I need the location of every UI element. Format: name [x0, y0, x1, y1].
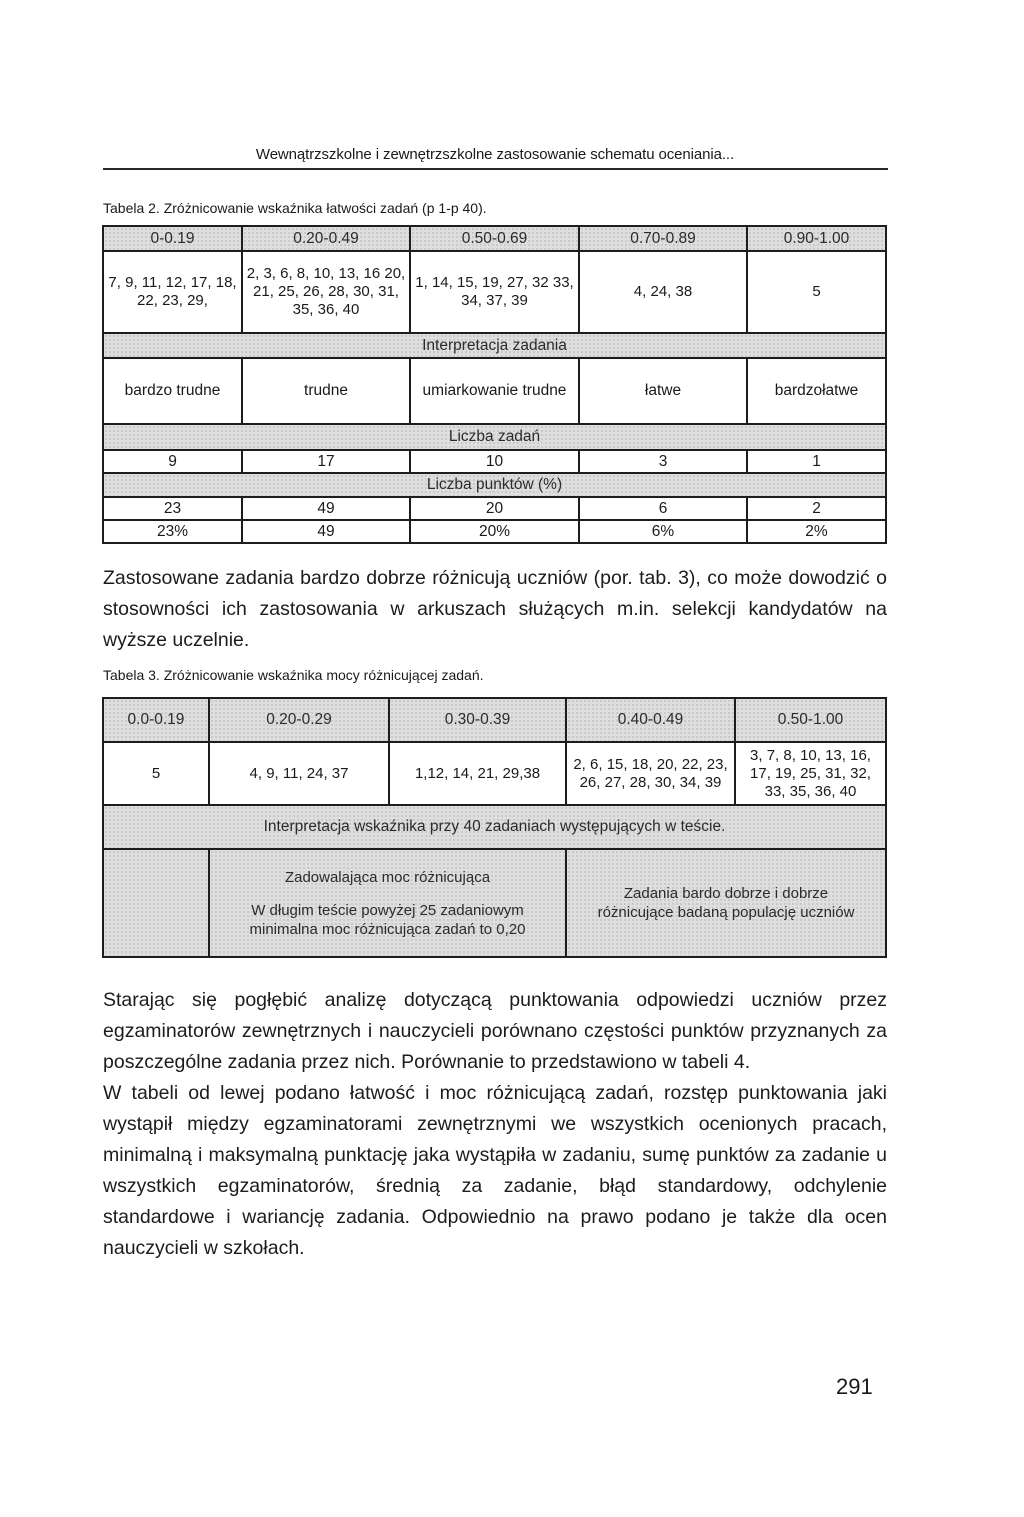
table2-points: 23	[103, 497, 242, 520]
table3-task-list: 5	[103, 742, 209, 805]
table2-task-list: 1, 14, 15, 19, 27, 32 33, 34, 37, 39	[410, 251, 579, 333]
table3-middle-title: Zadowalająca moc różnicująca	[284, 868, 491, 886]
table3-task-list: 1,12, 14, 21, 29,38	[389, 742, 566, 805]
table2-count: 3	[579, 450, 747, 473]
paragraph-2-text: Starając się pogłębić analizę dotyczącą punktowania odpowiedzi uczniów przez egzaminatorów zewnętrznych i nauczycieli porównano częstości punktów przyznanych za poszczególne zadania przez nich. Porównanie to przedstawiono w tabeli 4.	[103, 989, 887, 1073]
table2-count: 9	[103, 450, 242, 473]
paragraph-3-text: W tabeli od lewej podano łatwość i moc różnicującą zadań, rozstęp punktowania jaki wystąpił między egzaminatorami zewnętrznymi we wszystkich ocenionych pracach, minimalną i maksymalną punktację jaka wystąpiła w zadaniu, sumę punktów za zadanie u wszystkich egzaminatorów, średnią za zadanie, błąd standardowy, odchylenie standardowe i wariancję zadania. Odpowiednio na prawo podano je także dla ocen nauczycieli w szkołach.	[103, 1082, 887, 1259]
table2-count: 17	[242, 450, 410, 473]
table3-tasks-row	[103, 742, 886, 805]
table2-points: 49	[242, 497, 410, 520]
table2-task-list: 5	[747, 251, 886, 333]
table2-range: 0.50-0.69	[410, 226, 579, 251]
table2-percent: 20%	[410, 520, 579, 543]
paragraph-1-text: Zastosowane zadania bardzo dobrze różnicują uczniów (por. tab. 3), co może dowodzić o stosowności ich zastosowania w arkuszach służących m.in. selekcji kandydatów na wyższe uczelnie.	[103, 567, 887, 651]
table2-percent: 49	[242, 520, 410, 543]
table3-interpretation-label: Interpretacja wskaźnika przy 40 zadaniach występujących w teście.	[103, 805, 886, 849]
table2-count: 1	[747, 450, 886, 473]
table3-middle-note: W długim teście powyżej 25 zadaniowym minimalna moc różnicująca zadań to 0,20	[249, 901, 526, 938]
table3-interpretation-header-row	[103, 805, 886, 849]
table3-range: 0.20-0.29	[209, 698, 389, 742]
table2-interpretation: bardzo trudne	[103, 358, 242, 424]
table2-interpretation: trudne	[242, 358, 410, 424]
table2-points-row	[103, 497, 886, 520]
table3-range: 0.50-1.00	[735, 698, 886, 742]
table3-right-note: Zadania bardo dobrze i dobrze różnicujące badaną populację uczniów	[566, 849, 886, 957]
table2-count: 10	[410, 450, 579, 473]
table3-range: 0.30-0.39	[389, 698, 566, 742]
table2-interpretation-row	[103, 358, 886, 424]
table-2	[102, 225, 887, 544]
table2-range: 0-0.19	[103, 226, 242, 251]
table2-range: 0.90-1.00	[747, 226, 886, 251]
table-3	[102, 697, 887, 958]
table3-range-row	[103, 698, 886, 742]
table2-range: 0.70-0.89	[579, 226, 747, 251]
table2-percent: 2%	[747, 520, 886, 543]
table2-interpretation-header-row	[103, 333, 886, 358]
table3-range: 0.0-0.19	[103, 698, 209, 742]
table2-task-list: 7, 9, 11, 12, 17, 18, 22, 23, 29,	[103, 251, 242, 333]
running-head: Wewnątrzszkolne i zewnętrzszkolne zastosowanie schematu oceniania...	[255, 146, 735, 163]
table2-percent: 23%	[103, 520, 242, 543]
paragraph-2	[103, 985, 887, 1264]
table2-caption: Tabela 2. Zróżnicowanie wskaźnika łatwości zadań (p 1-p 40).	[103, 200, 487, 216]
table2-interpretation: umiarkowanie trudne	[410, 358, 579, 424]
table3-interpretation-row	[103, 849, 886, 957]
table2-count-label: Liczba zadań	[103, 424, 886, 450]
table2-task-list: 2, 3, 6, 8, 10, 13, 16 20, 21, 25, 26, 28, 30, 31, 35, 36, 40	[242, 251, 410, 333]
table2-interpretation: łatwe	[579, 358, 747, 424]
table2-range: 0.20-0.49	[242, 226, 410, 251]
table2-percent-row	[103, 520, 886, 543]
header-rule	[103, 168, 888, 170]
table3-range: 0.40-0.49	[566, 698, 735, 742]
table2-percent: 6%	[579, 520, 747, 543]
table2-interpretation-label: Interpretacja zadania	[103, 333, 886, 358]
table3-empty-cell	[103, 849, 209, 957]
table2-interpretation: bardzołatwe	[747, 358, 886, 424]
table2-points-label: Liczba punktów (%)	[103, 473, 886, 497]
table3-caption: Tabela 3. Zróżnicowanie wskaźnika mocy różnicującej zadań.	[103, 667, 484, 683]
table2-range-row	[103, 226, 886, 251]
table2-points-header-row	[103, 473, 886, 497]
table2-count-header-row	[103, 424, 886, 450]
table3-task-list: 2, 6, 15, 18, 20, 22, 23, 26, 27, 28, 30, 34, 39	[566, 742, 735, 805]
table2-task-list: 4, 24, 38	[579, 251, 747, 333]
paragraph-1	[103, 563, 887, 656]
page-number: 291	[836, 1374, 873, 1399]
table3-task-list: 3, 7, 8, 10, 13, 16, 17, 19, 25, 31, 32, 33, 35, 36, 40	[735, 742, 886, 805]
table2-points: 2	[747, 497, 886, 520]
table2-points: 20	[410, 497, 579, 520]
table3-middle-cell	[209, 849, 566, 957]
table3-task-list: 4, 9, 11, 24, 37	[209, 742, 389, 805]
table2-points: 6	[579, 497, 747, 520]
table2-tasks-row	[103, 251, 886, 333]
table2-count-row	[103, 450, 886, 473]
